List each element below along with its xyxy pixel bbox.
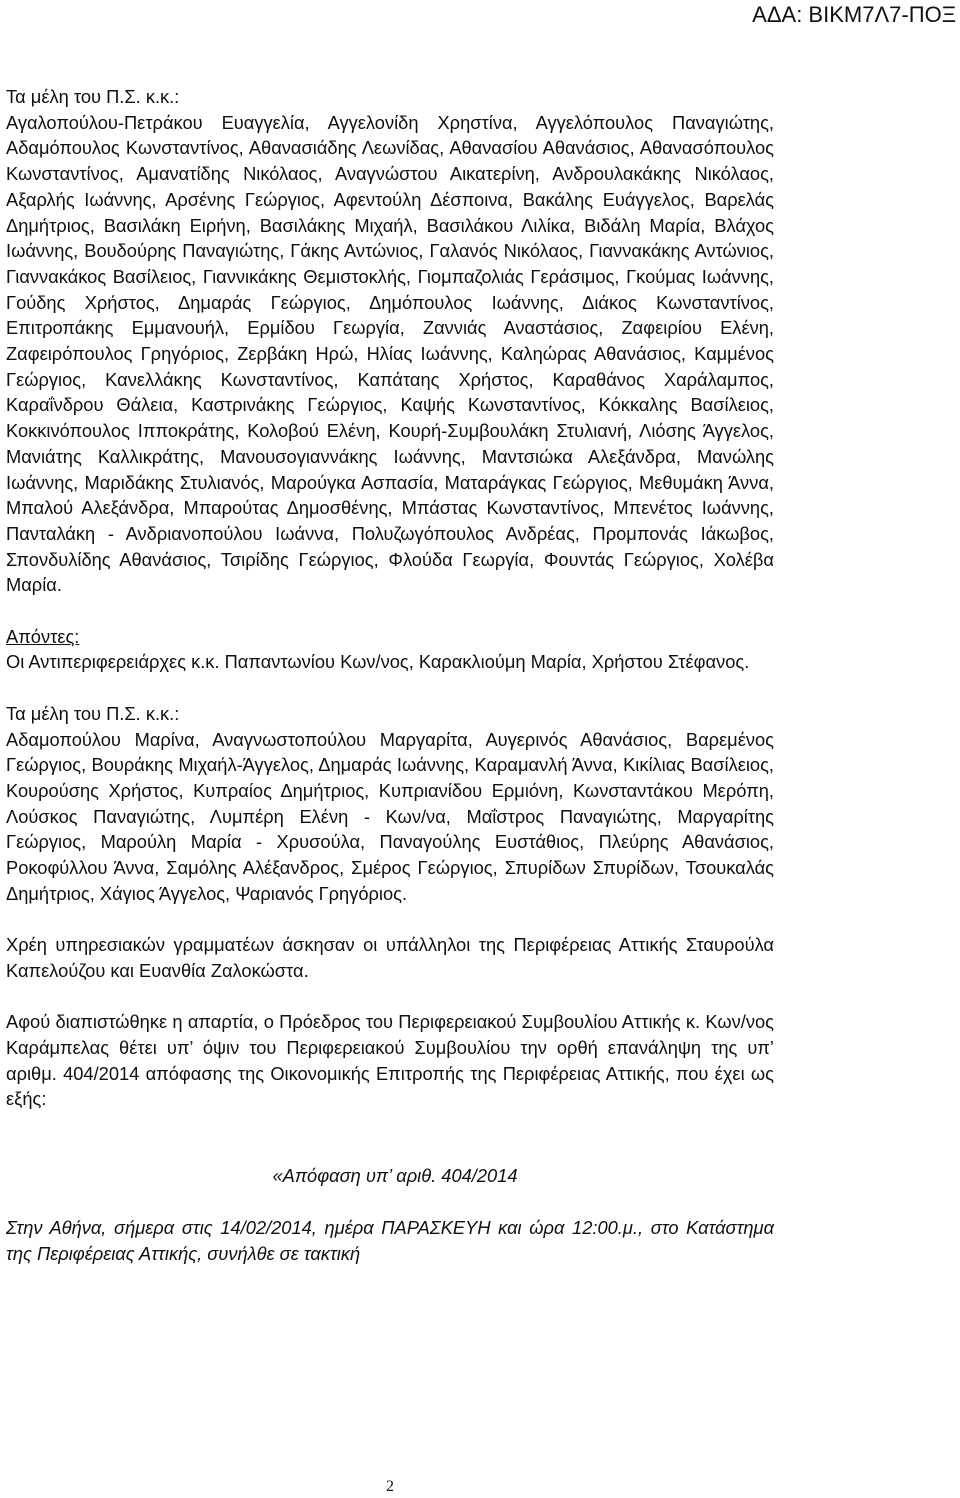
secretaries-paragraph: Χρέη υπηρεσιακών γραμματέων άσκησαν οι υπάλληλοι της Περιφέρειας Αττικής Σταυρούλα Καπελούζου και Ευανθία Ζαλοκώστα. (6, 934, 774, 981)
decision-intro: Στην Αθήνα, σήμερα στις 14/02/2014, ημέρα ΠΑΡΑΣΚΕΥΗ και ώρα 12:00.μ., στο Κατάστημα της Περιφέρειας Αττικής, συνήλθε σε τακτική (6, 1216, 774, 1264)
decision-title: «Απόφαση υπ’ αριθ. 404/2014 (272, 1165, 518, 1187)
members-label-2: Τα μέλη του Π.Σ. κ.κ.: (6, 702, 180, 724)
members-label: Τα μέλη του Π.Σ. κ.κ.: (6, 86, 180, 107)
document-body (6, 84, 774, 1266)
page-number: 2 (386, 1478, 394, 1495)
quorum-paragraph: Αφού διαπιστώθηκε η απαρτία, ο Πρόεδρος του Περιφερειακού Συμβουλίου Αττικής κ. Κων/νος Καράμπελας θέτει υπ’ όψιν του Περιφερειακού Συμβουλίου την ορθή επανάληψη της υπ’ αριθμ. 404/2014 απόφασης της Οικονομικής Επιτροπής της Περιφέρειας Αττικής, που έχει ως εξής: (6, 1011, 774, 1110)
absent-regional-governors: Οι Αντιπεριφερειάρχες κ.κ. Παπαντωνίου Κων/νος, Καρακλιούμη Μαρία, Χρήστου Στέφανος. (6, 651, 750, 673)
absent-label: Απόντες: (6, 625, 80, 647)
ada-code: ΑΔΑ: ΒΙΚΜ7Λ7-ΠΟΞ (752, 2, 956, 27)
members-absent-list: Αδαμοπούλου Μαρίνα, Αναγνωστοπούλου Μαργαρίτα, Αυγερινός Αθανάσιος, Βαρεμένος Γεώργιος, Βουράκης Μιχαήλ-Άγγελος, Δημαράς Ιωάννης, Καραμανλή Άννα, Κικίλιας Βασίλειος, Κουρούσης Χρήστος, Κυπραίος Δημήτριος, Κυπριανίδου Ερμιόνη, Κωνσταντάκου Μερόπη, Λούσκος Παναγιώτης, Λυμπέρη Ελένη - Κων/να, Μαΐστρος Παναγιώτης, Μαργαρίτης Γεώργιος, Μαρούλη Μαρία - Χρυσούλα, Παναγούλης Ευστάθιος, Πλεύρης Αθανάσιος, Ροκοφύλλου Άννα, Σαμόλης Αλέξανδρος, Σμέρος Γεώργιος, Σπυρίδων Σπυρίδων, Τσουκαλάς Δημήτριος, Χάγιος Άγγελος, Ψαριανός Γρηγόριος. (6, 728, 774, 904)
members-present-list: Αγαλοπούλου-Πετράκου Ευαγγελία, Αγγελονίδη Χρηστίνα, Αγγελόπουλος Παναγιώτης, Αδαμόπουλος Κωνσταντίνος, Αθανασιάδης Λεωνίδας, Αθανασίου Αθανάσιος, Αθανασόπουλος Κωνσταντίνος, Αμανατίδης Νικόλαος, Αναγνώστου Αικατερίνη, Ανδρουλακάκης Νικόλαος, Αξαρλής Ιωάννης, Αρσένης Γεώργιος, Αφεντούλη Δέσποινα, Βακάλης Ευάγγελος, Βαρελάς Δημήτριος, Βασιλάκη Ειρήνη, Βασιλάκης Μιχαήλ, Βασιλάκου Λιλίκα, Βιδάλη Μαρία, Βλάχος Ιωάννης, Βουδούρης Παναγιώτης, Γάκης Αντώνιος, Γαλανός Νικόλαος, Γιαννακάκης Αντώνιος, Γιαννακάκος Βασίλειος, Γιαννικάκης Θεμιστοκλής, Γιομπαζολιάς Γεράσιμος, Γκούμας Ιωάννης, Γούδης Χρήστος, Δημαράς Γεώργιος, Δημόπουλος Ιωάννης, Διάκος Κωνσταντίνος, Επιτροπάκης Εμμανουήλ, Ερμίδου Γεωργία, Ζαννιάς Αναστάσιος, Ζαφειρίου Ελένη, Ζαφειρόπουλος Γρηγόριος, Ζερβάκη Ηρώ, Ηλίας Ιωάννης, Καληώρας Αθανάσιος, Καμμένος Γεώργιος, Κανελλάκης Κωνσταντίνος, Καπάταης Χρήστος, Καραθάνος Χαράλαμπος, Καραΐνδρου Θάλεια, Καστρινάκης Γεώργιος, Καψής Κωνσταντίνος, Κόκκαλης Βασίλειος, Κοκκινόπουλος Ιπποκράτης, Κολοβού Ελένη, Κουρή-Συμβουλάκη Στυλιανή, Λιόσης Άγγελος, Μανιάτης Καλλικράτης, Μανουσογιαννάκης Ιωάννης, Μαντσιώκα Αλεξάνδρα, Μανώλης Ιωάννης, Μαριδάκης Στυλιανός, Μαρούγκα Ασπασία, Ματαράγκας Γεώργιος, Μεθυμάκη Άννα, Μπαλού Αλεξάνδρα, Μπαρούτας Δημοσθένης, Μπάστας Κωνσταντίνος, Μπενέτος Ιωάννης, Πανταλάκη - Ανδριανοπούλου Ιωάννα, Πολυζωγόπουλος Ανδρέας, Προμπονάς Ιάκωβος, Σπονδυλίδης Αθανάσιος, Τσιρίδης Γεώργιος, Φλούδα Γεωργία, Φουντάς Γεώργιος, Χολέβα Μαρία. (6, 111, 774, 596)
